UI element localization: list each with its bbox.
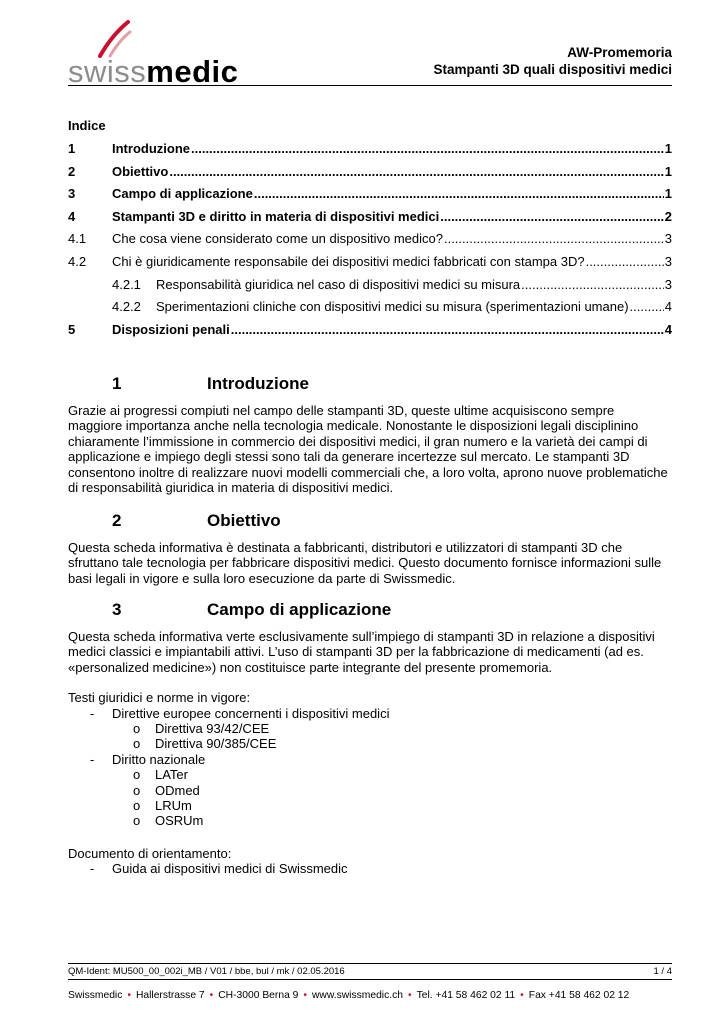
toc-entry[interactable] <box>68 186 672 209</box>
header-divider <box>68 85 672 86</box>
footer-fax: Fax +41 58 462 02 12 <box>528 990 630 1001</box>
document-type: AW-Promemoria <box>567 45 672 60</box>
toc-entry-page: 1 <box>664 163 672 179</box>
toc-entry[interactable] <box>68 299 672 322</box>
section-title: Introduzione <box>207 374 309 394</box>
qm-ident: QM-Ident: MU500_00_002i_MB / V01 / bbe, bul / mk / 02.05.2016 <box>68 966 345 977</box>
toc-leader-dots <box>440 209 664 224</box>
toc-leader-dots <box>630 299 664 314</box>
toc-entry-page: 3 <box>664 231 672 247</box>
toc-entry-text: Obiettivo <box>112 163 169 179</box>
guidance-intro: Documento di orientamento: <box>68 845 232 861</box>
section-scope <box>68 597 672 877</box>
toc-entry-number: 4.1 <box>68 231 87 247</box>
list-item: o Direttiva 93/42/CEE <box>68 721 672 736</box>
logo-text-light: swiss <box>68 54 147 89</box>
list-item <box>68 752 672 829</box>
laws-list <box>68 706 672 829</box>
bullet-icon: • <box>303 990 307 1001</box>
toc-entry-text: Responsabilità giuridica nel caso di dispositivi medici su misura <box>156 276 521 292</box>
page-number: 1 / 4 <box>653 966 672 977</box>
toc-title: Indice <box>68 118 106 133</box>
toc-entry[interactable] <box>68 209 672 232</box>
section-paragraph: Questa scheda informativa è destinata a fabbricanti, distributori e utilizzatori di stampanti 3D che sfruttano tale tecnologia per fabbricare dispositivi medici. Questo documento fornisce informazioni sulle basi legali in vigore e sulla loro esecuzione da parte di Swissmedic. <box>68 540 662 586</box>
document-title: Stampanti 3D quali dispositivi medici <box>433 62 672 77</box>
toc-entry-page: 2 <box>664 208 672 224</box>
eu-directives-label: Direttive europee concernenti i dispositivi medici <box>112 705 390 721</box>
toc-leader-dots <box>169 164 663 179</box>
toc-entry-number: 4.2.1 <box>112 276 141 292</box>
footer-address <box>68 990 629 1001</box>
national-law-label: Diritto nazionale <box>112 751 206 767</box>
section-heading <box>68 508 672 534</box>
list-item: o ODmed <box>68 783 672 798</box>
section-number: 3 <box>112 600 122 620</box>
laws-intro: Testi giuridici e norme in vigore: <box>68 690 251 706</box>
toc-entry-number: 3 <box>68 186 76 202</box>
toc-leader-dots <box>444 231 664 246</box>
section-number: 1 <box>112 374 122 394</box>
section-paragraph: Questa scheda informativa verte esclusivamente sull’impiego di stampanti 3D in relazione a dispositivi medici classici e impiantabili attivi. L’uso di stampanti 3D per la fabbricazione di medicamenti (ad es. «personalized medicine») non costituisce parte integrante del presente promemoria. <box>68 629 655 675</box>
bullet-icon: • <box>407 990 412 1001</box>
toc-entry-number: 1 <box>68 141 76 156</box>
footer-city: CH-3000 Berna 9 <box>218 990 299 1001</box>
toc-entry-page: 4 <box>664 321 672 337</box>
bullet-icon: • <box>127 990 131 1001</box>
toc-entry-text: Campo di applicazione <box>112 186 253 202</box>
toc-leader-dots <box>191 141 664 156</box>
toc-entry-page: 3 <box>664 253 672 269</box>
footer-street: Hallerstrasse 7 <box>135 990 205 1001</box>
national-law-list <box>112 767 672 829</box>
section-paragraph: Grazie ai progressi compiuti nel campo delle stampanti 3D, queste ultime acquisiscono sempre maggiore importanza anche nella tecnologia medicale. Nonostante le disposizioni legali disciplinino chiaramente l’immissione in commercio dei dispositivi medici, il gran numero e la varietà dei campi di applicazione e impiego degli stessi sono tali da generare incertezze sul mercato. Le stampanti 3D consentono inoltre di realizzare nuovi modelli commerciali che, a loro volta, aprono nuove problematiche di responsabilità giuridica in materia di dispositivi medici. <box>68 403 668 496</box>
section-objective <box>68 508 672 586</box>
toc-entry[interactable] <box>68 141 672 164</box>
toc-entry[interactable] <box>68 164 672 187</box>
toc-entry-page: 1 <box>664 186 672 202</box>
section-heading <box>68 371 672 397</box>
toc-entry-page: 3 <box>664 276 672 292</box>
toc-entry-number: 4 <box>68 208 76 224</box>
toc-entry[interactable] <box>68 231 672 254</box>
list-item: o Direttiva 90/385/CEE <box>68 736 672 751</box>
list-item <box>68 706 672 752</box>
toc-entry-page: 1 <box>664 141 672 156</box>
list-item: - Guida ai dispositivi medici di Swissmedic <box>68 861 672 876</box>
toc-entry-text: Che cosa viene considerato come un dispositivo medico? <box>112 231 443 247</box>
toc-entry-text: Disposizioni penali <box>112 321 230 337</box>
toc-entry-number: 2 <box>68 163 76 179</box>
toc-entry-text: Chi è giuridicamente responsabile dei dispositivi medici fabbricati con stampa 3D? <box>112 253 585 269</box>
section-title: Campo di applicazione <box>207 600 392 620</box>
logo-swoosh-icon <box>68 18 158 58</box>
toc-leader-dots <box>231 322 664 337</box>
footer-org: Swissmedic <box>68 990 123 1001</box>
section-heading <box>68 597 672 623</box>
section-introduction <box>68 371 672 495</box>
toc-entry-number: 5 <box>68 321 76 337</box>
footer-phone: Tel. +41 58 462 02 11 <box>416 990 516 1001</box>
section-title: Obiettivo <box>207 511 281 531</box>
list-item: o LRUm <box>68 798 672 813</box>
toc-entry-number: 4.2.2 <box>112 299 141 315</box>
logo-text-bold: medic <box>146 54 239 89</box>
footer-divider <box>68 979 672 980</box>
toc-leader-dots <box>521 277 664 292</box>
toc-entry[interactable] <box>68 254 672 277</box>
toc-entry-page: 4 <box>664 299 672 315</box>
toc-leader-dots <box>586 254 664 269</box>
eu-directives-list <box>112 721 672 752</box>
toc-leader-dots <box>254 186 664 201</box>
table-of-contents <box>68 118 672 344</box>
list-item: o LATer <box>68 767 672 782</box>
list-item: o OSRUm <box>68 813 672 828</box>
toc-entry-text: Sperimentazioni cliniche con dispositivi medici su misura (sperimentazioni umane) <box>156 299 629 315</box>
bullet-icon: • <box>520 990 524 1001</box>
bullet-icon: • <box>209 990 214 1001</box>
document-header <box>433 44 672 78</box>
toc-entry[interactable] <box>68 277 672 300</box>
footer-website-link[interactable]: www.swissmedic.ch <box>312 990 403 1001</box>
swissmedic-logo <box>68 18 248 89</box>
toc-entry-number: 4.2 <box>68 253 87 269</box>
toc-entry-text: Introduzione <box>112 141 190 156</box>
section-number: 2 <box>112 511 122 531</box>
guidance-list <box>68 861 672 876</box>
toc-entry[interactable] <box>68 322 672 345</box>
toc-entry-text: Stampanti 3D e diritto in materia di dispositivi medici <box>112 208 440 224</box>
footer-ident-row <box>68 966 672 977</box>
footer-divider <box>68 963 672 964</box>
